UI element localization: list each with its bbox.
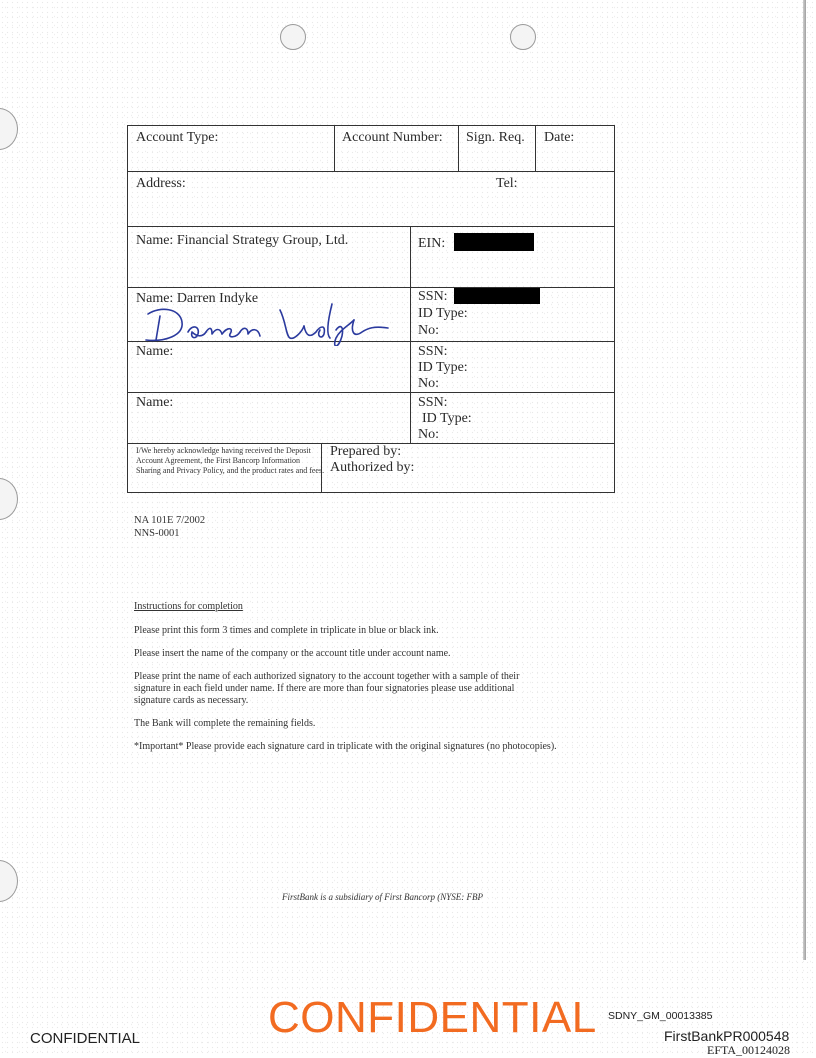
confidential-label: CONFIDENTIAL bbox=[30, 1030, 141, 1047]
sdny-bates-number: SDNY_GM_00013385 bbox=[608, 1010, 713, 1022]
ssn-label: SSN: bbox=[418, 344, 448, 359]
column-divider bbox=[458, 126, 459, 171]
id-type-label: ID Type: bbox=[422, 411, 472, 426]
row-divider bbox=[128, 287, 614, 288]
form-code: NA 101E 7/2002 bbox=[134, 515, 206, 526]
row-divider bbox=[128, 226, 614, 227]
column-divider bbox=[535, 126, 536, 171]
id-number-label: No: bbox=[418, 323, 439, 338]
id-number-label: No: bbox=[418, 427, 439, 442]
firstbank-bates-number: FirstBankPR000548 bbox=[664, 1028, 790, 1044]
id-type-label: ID Type: bbox=[418, 306, 468, 321]
company-name: Name: Financial Strategy Group, Ltd. bbox=[136, 233, 349, 248]
signatory-3-name-label: Name: bbox=[136, 395, 174, 410]
signatory-2-name-label: Name: bbox=[136, 344, 174, 359]
instruction-item: Please print this form 3 times and complete in triplicate in blue or black ink. bbox=[134, 625, 439, 636]
confidential-stamp: CONFIDENTIAL bbox=[268, 993, 597, 1042]
row-divider bbox=[128, 392, 614, 393]
instructions-heading: Instructions for completion bbox=[134, 601, 243, 612]
punch-hole-top-right bbox=[510, 24, 536, 50]
acknowledgement-text: I/We hereby acknowledge having received the Deposit Account Agreement, the First Bancorp Information Sharing and Privacy Policy, and the product rates and fees. bbox=[136, 446, 325, 475]
ein-label: EIN: bbox=[418, 236, 446, 251]
prepared-by-label: Prepared by: bbox=[330, 444, 402, 459]
instruction-item: Please insert the name of the company or the account title under account name. bbox=[134, 648, 451, 659]
instruction-item: *Important* Please provide each signature card in triplicate with the original signatures (no photocopies). bbox=[134, 741, 557, 752]
signature-card-form bbox=[127, 125, 615, 493]
punch-hole-left-upper bbox=[0, 108, 18, 150]
instruction-item: Please print the name of each authorized signatory to the account together with a sample of their signature in each field under name. If there are more than four signatories please use additional signature cards as necessary. bbox=[134, 671, 520, 706]
punch-hole-top-left bbox=[280, 24, 306, 50]
address-label: Address: bbox=[136, 176, 186, 191]
ein-redaction bbox=[454, 233, 534, 251]
ssn-label: SSN: bbox=[418, 395, 448, 410]
column-divider bbox=[410, 226, 411, 443]
punch-hole-left-middle bbox=[0, 478, 18, 520]
form-code: NNS-0001 bbox=[134, 528, 180, 539]
account-type-label: Account Type: bbox=[136, 130, 219, 145]
subsidiary-note: FirstBank is a subsidiary of First Bancorp (NYSE: FBP bbox=[282, 892, 483, 902]
id-type-label: ID Type: bbox=[418, 360, 468, 375]
sign-req-label: Sign. Req. bbox=[466, 130, 525, 145]
punch-hole-left-lower bbox=[0, 860, 18, 902]
date-label: Date: bbox=[544, 130, 575, 145]
id-number-label: No: bbox=[418, 376, 439, 391]
instructions-section bbox=[134, 601, 774, 764]
signatory-1-name: Name: Darren Indyke bbox=[136, 291, 259, 306]
ssn-label: SSN: bbox=[418, 289, 448, 304]
page-edge-shadow bbox=[803, 0, 806, 960]
account-number-label: Account Number: bbox=[342, 130, 443, 145]
signature-darren-indyke bbox=[140, 296, 400, 346]
tel-label: Tel: bbox=[496, 176, 518, 191]
efta-bates-number: EFTA_00124028 bbox=[707, 1043, 791, 1057]
ssn-redaction bbox=[454, 288, 540, 304]
authorized-by-label: Authorized by: bbox=[330, 460, 415, 475]
instruction-item: The Bank will complete the remaining fields. bbox=[134, 718, 316, 729]
row-divider bbox=[128, 171, 614, 172]
column-divider bbox=[334, 126, 335, 171]
